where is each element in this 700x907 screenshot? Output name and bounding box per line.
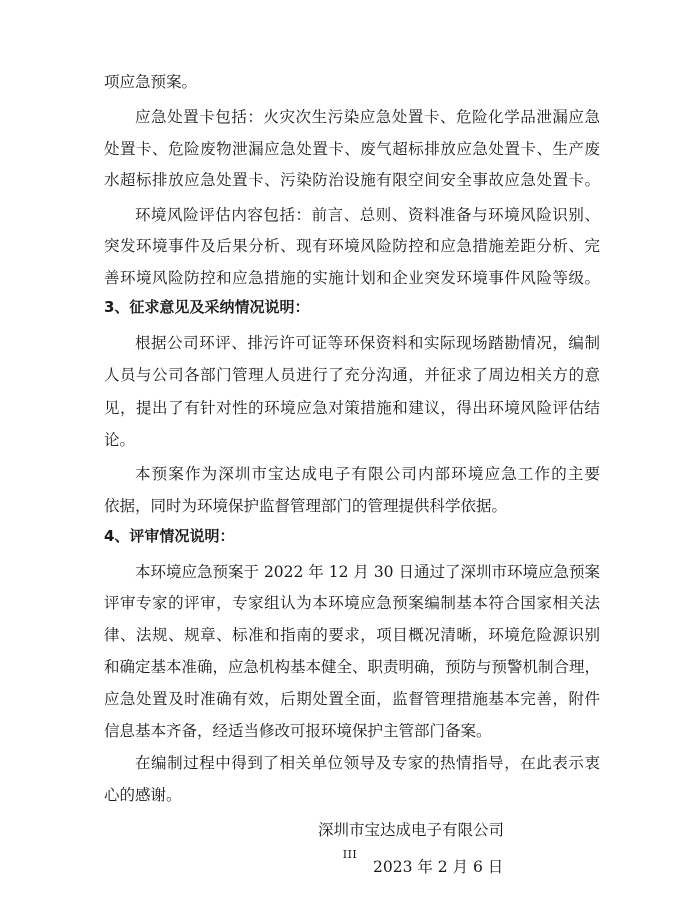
text-line: 依据，同时为环境保护监督管理部门的管理提供科学依据。 [104, 497, 508, 515]
page-number: III [342, 848, 358, 861]
text-line: 人员与公司各部门管理人员进行了充分沟通，并征求了周边相关方的意 [104, 366, 600, 384]
section-heading: 3、征求意见及采纳情况说明： [104, 298, 310, 316]
text-line: 评审专家的评审，专家组认为本环境应急预案编制基本符合国家相关法 [104, 594, 600, 612]
text-line: 信息基本齐备，经适当修改可报环境保护主管部门备案。 [104, 722, 492, 740]
text-line: 在编制过程中得到了相关单位领导及专家的热情指导，在此表示衷 [135, 754, 600, 772]
text-line: 应急处置卡包括：火灾次生污染应急处置卡、危险化学品泄漏应急 [135, 108, 600, 126]
text-line: 和确定基本准确，应急机构基本健全、职责明确，预防与预警机制合理， [104, 658, 600, 676]
text-line: 突发环境事件及后果分析、现有环境风险防控和应急措施差距分析、完 [104, 237, 600, 255]
text-line: 处置卡、危险废物泄漏应急处置卡、废气超标排放应急处置卡、生产废 [104, 140, 600, 158]
text-line: 环境风险评估内容包括：前言、总则、资料准备与环境风险识别、 [135, 206, 600, 224]
text-line: 应急处置及时准确有效，后期处置全面，监督管理措施基本完善，附件 [104, 690, 600, 708]
text-line: 水超标排放应急处置卡、污染防治设施有限空间安全事故应急处置卡。 [104, 171, 600, 189]
text-line: 律、法规、规章、标准和指南的要求，项目概况清晰，环境危险源识别 [104, 626, 600, 644]
text-line: 根据公司环评、排污许可证等环保资料和实际现场踏勘情况，编制 [135, 334, 600, 352]
text-line: 项应急预案。 [104, 73, 198, 91]
text-line: 心的感谢。 [104, 786, 182, 804]
text-line: 论。 [104, 431, 136, 449]
signature-date: 2023 年 2 月 6 日 [373, 858, 504, 876]
section-heading: 4、评审情况说明： [104, 527, 235, 545]
text-line: 本预案作为深圳市宝达成电子有限公司内部环境应急工作的主要 [135, 465, 600, 483]
signature-company: 深圳市宝达成电子有限公司 [318, 821, 505, 839]
text-line: 见，提出了有针对性的环境应急对策措施和建议，得出环境风险评估结 [104, 399, 600, 417]
text-line: 本环境应急预案于 2022 年 12 月 30 日通过了深圳市环境应急预案 [135, 563, 600, 581]
text-line: 善环境风险防控和应急措施的实施计划和企业突发环境事件风险等级。 [104, 269, 600, 287]
